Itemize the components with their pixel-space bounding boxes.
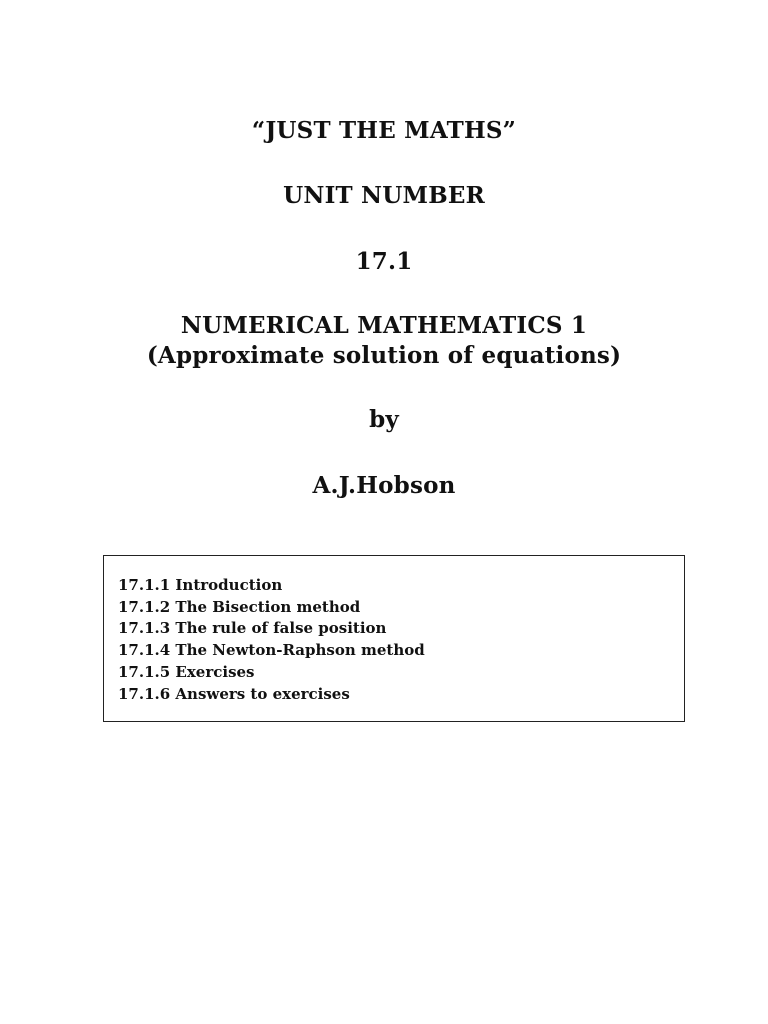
topic-title: NUMERICAL MATHEMATICS 1 bbox=[180, 312, 588, 339]
contents-item-answers: 17.1.6 Answers to exercises bbox=[118, 684, 350, 703]
contents-item-false-position: 17.1.3 The rule of false position bbox=[118, 619, 387, 638]
contents-item-bisection: 17.1.2 The Bisection method bbox=[118, 597, 361, 616]
contents-list bbox=[118, 575, 425, 705]
contents-box bbox=[103, 555, 685, 722]
by-line: by bbox=[369, 406, 399, 433]
contents-item-introduction: 17.1.1 Introduction bbox=[118, 576, 283, 594]
unit-number: 17.1 bbox=[355, 248, 413, 275]
series-title: “JUST THE MATHS” bbox=[251, 117, 517, 144]
unit-label: UNIT NUMBER bbox=[283, 182, 485, 209]
topic-subtitle: (Approximate solution of equations) bbox=[146, 342, 622, 369]
contents-item-newton-raphson: 17.1.4 The Newton-Raphson method bbox=[118, 641, 425, 660]
contents-item-exercises: 17.1.5 Exercises bbox=[118, 662, 255, 681]
author-name: A.J.Hobson bbox=[312, 472, 456, 499]
